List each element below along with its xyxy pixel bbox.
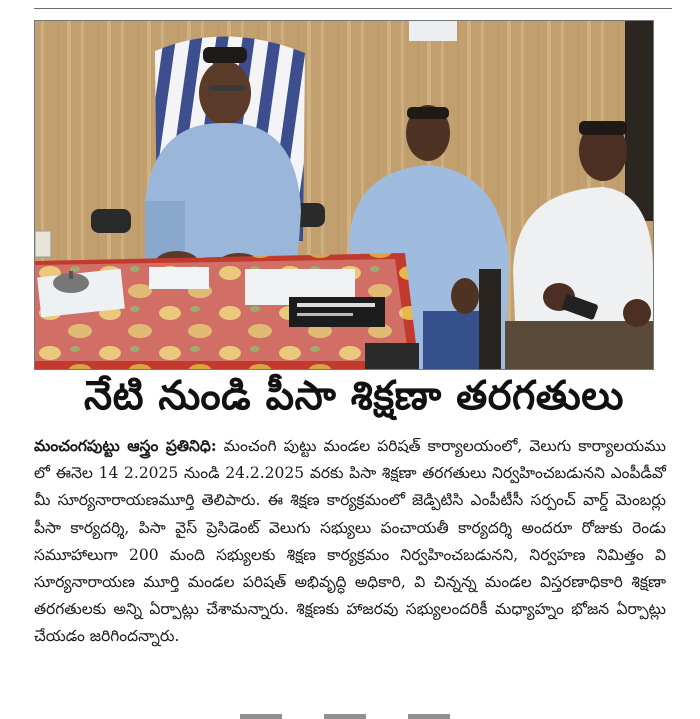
next-article-fragment	[240, 714, 450, 719]
article-text: మంచంగి పుట్టు మండల పరిషత్ కార్యాలయంలో, వెలుగు కార్యాలయము లో ఈనెల 14 2.2025 నుండి 24.2.2025 వరకు పిసా శిక్షణా తరగతులు నిర్వహించబడునని ఎంపీడీవో మీ సూర్యనారాయణమూర్తి తెలిపారు. ఈ శిక్షణ కార్యక్రమంలో జెడ్పిటిసి ఎంపీటీసీ సర్పంచ్ వార్డ్ మెంబర్లు పీసా కార్యదర్శి, పిసా వైస్ ప్రెసిడెంట్ వెలుగు సభ్యులు పంచాయతీ కార్యదర్శి అందరూ రోజుకు రెండు సమూహాలుగా 200 మంది సభ్యులకు శిక్షణ కార్యక్రమం నిర్వహించబడునని, నిర్వహణ నిమిత్తం వి సూర్యనారాయణ మూర్తి మండల పరిషత్ అభివృద్ధి అధికారి, వి చిన్నన్న మండల విస్తరణాధికారి శిక్షణా తరగతులకు అన్ని ఏర్పాట్లు చేశామన్నారు. శిక్షణకు హాజరవు సభ్యులందరికీ మధ్యాహ్నం భోజన ఏర్పాట్లు చేయడం జరిగిందన్నారు.	[34, 437, 666, 646]
top-divider	[34, 8, 672, 9]
article-body	[34, 432, 666, 651]
article-dateline: మంచంగపుట్టు ఆస్త్రం ప్రతినిధి:	[34, 436, 217, 455]
news-photo	[34, 20, 654, 370]
headline: నేటి నుండి పీసా శిక్షణా తరగతులు	[84, 373, 624, 419]
